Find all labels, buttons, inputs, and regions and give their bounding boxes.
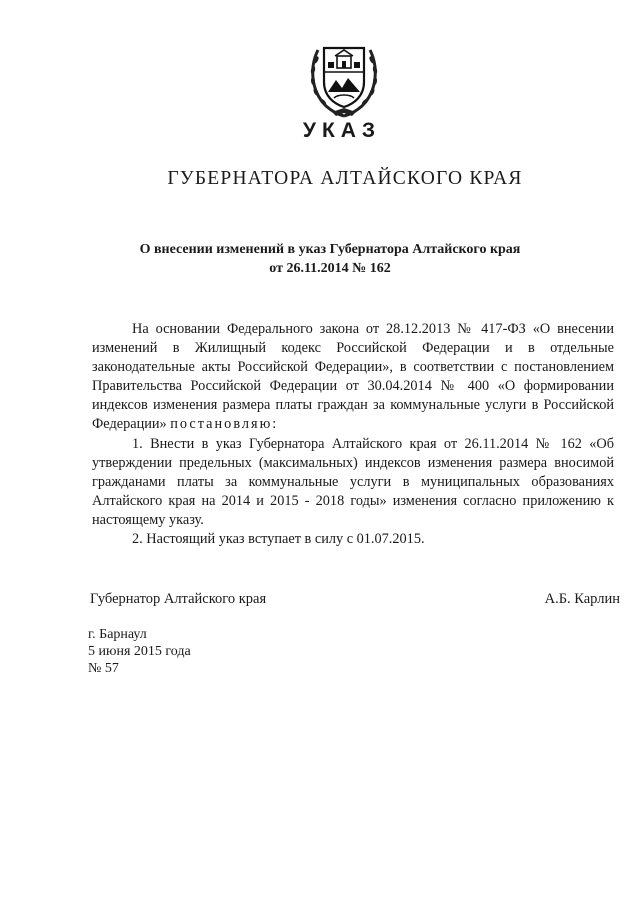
document-type: УКАЗ	[302, 119, 382, 142]
signatory-name: А.Б. Карлин	[544, 591, 620, 607]
preamble-text: На основании Федерального закона от 28.12.2013 № 417-ФЗ «О внесении изменений в Жилищный кодекс Российской Федерации и в отдельные законодательные акты Российской Федерации», в соответствии с постановлением Правительства Российской Федерации от 30.04.2014 № 400 «О формировании индексов изменения размера платы граждан за коммунальные услуги в Российской Федерации»	[92, 321, 614, 433]
issue-place: г. Барнаул	[88, 627, 147, 642]
issue-details	[88, 626, 191, 677]
document-title	[100, 240, 560, 278]
issue-date: 5 июня 2015 года	[88, 644, 191, 659]
document-body	[92, 320, 614, 549]
signatory-position: Губернатор Алтайского края	[90, 591, 267, 607]
decree-word: постановляю:	[170, 416, 279, 433]
item-1-paragraph: 1. Внести в указ Губернатора Алтайского края от 26.11.2014 № 162 «Об утверждении предельных (максимальных) индексов изменения размера вносимой гражданами платы за коммунальные услуги в муниципальных образованиях Алтайского края на 2014 и 2015 - 2018 годы» изменения согласно приложению к настоящему указу.	[92, 435, 614, 528]
title-line-1: О внесении изменений в указ Губернатора Алтайского края	[139, 242, 521, 257]
decree-number: № 57	[88, 661, 119, 676]
issuer-heading: ГУБЕРНАТОРА АЛТАЙСКОГО КРАЯ	[167, 168, 523, 189]
preamble-paragraph	[92, 320, 614, 435]
item-2-paragraph: 2. Настоящий указ вступает в силу с 01.07.2015.	[132, 531, 425, 548]
coat-of-arms-icon	[306, 36, 382, 118]
title-line-2: от 26.11.2014 № 162	[269, 261, 391, 276]
